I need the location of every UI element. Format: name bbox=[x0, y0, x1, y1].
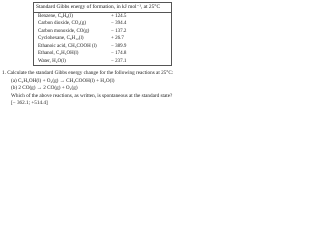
table-title: Standard Gibbs energy of formation, in kJ mol⁻¹, at 25°C bbox=[36, 4, 161, 10]
compound-name: Ethanoic acid, CH₃COOH (l) bbox=[38, 43, 97, 49]
compound-value: + 124.5 bbox=[111, 13, 127, 19]
compound-value: + 26.7 bbox=[111, 36, 124, 41]
compound-value: − 389.9 bbox=[111, 43, 127, 49]
table-row bbox=[38, 50, 169, 57]
compound-name: Cyclohexane, C₆H₁₂(l) bbox=[38, 36, 84, 41]
compound-name: Benzene, C₆H₆(l) bbox=[38, 13, 73, 19]
compound-name: Carbon dioxide, CO₂(g) bbox=[38, 21, 86, 26]
table-row bbox=[38, 13, 169, 20]
compound-name: Water, H₂O(l) bbox=[38, 58, 66, 64]
compound-value: − 174.8 bbox=[111, 51, 127, 56]
compound-name: Carbon monoxide, CO(g) bbox=[38, 28, 90, 34]
spontaneity-question: Which of the above reactions, as written, is spontaneous at the standard state? bbox=[11, 92, 173, 99]
gibbs-energy-table bbox=[33, 2, 172, 66]
compound-value: − 394.4 bbox=[111, 21, 127, 26]
compound-value: − 137.2 bbox=[111, 28, 127, 34]
answer-key: [− 362.1; +514.4] bbox=[11, 100, 48, 106]
compound-value: − 237.1 bbox=[111, 58, 127, 64]
question-prompt: 1. Calculate the standard Gibbs energy change for the following reactions at 25°C: bbox=[2, 70, 174, 76]
table-row bbox=[38, 43, 169, 50]
table-row bbox=[38, 58, 169, 65]
compound-name: Ethanol, C₂H₅OH(l) bbox=[38, 51, 79, 56]
table-row bbox=[38, 35, 169, 42]
table-row bbox=[38, 20, 169, 27]
reaction-b: (b) 2 CO(g) → 2 CO(g) + O₂(g) bbox=[11, 85, 78, 91]
table-row bbox=[38, 28, 169, 35]
reaction-a: (a) C₂H₅OH(l) + O₂(g) → CH₃COOH(l) + H₂O(l) bbox=[11, 77, 115, 84]
